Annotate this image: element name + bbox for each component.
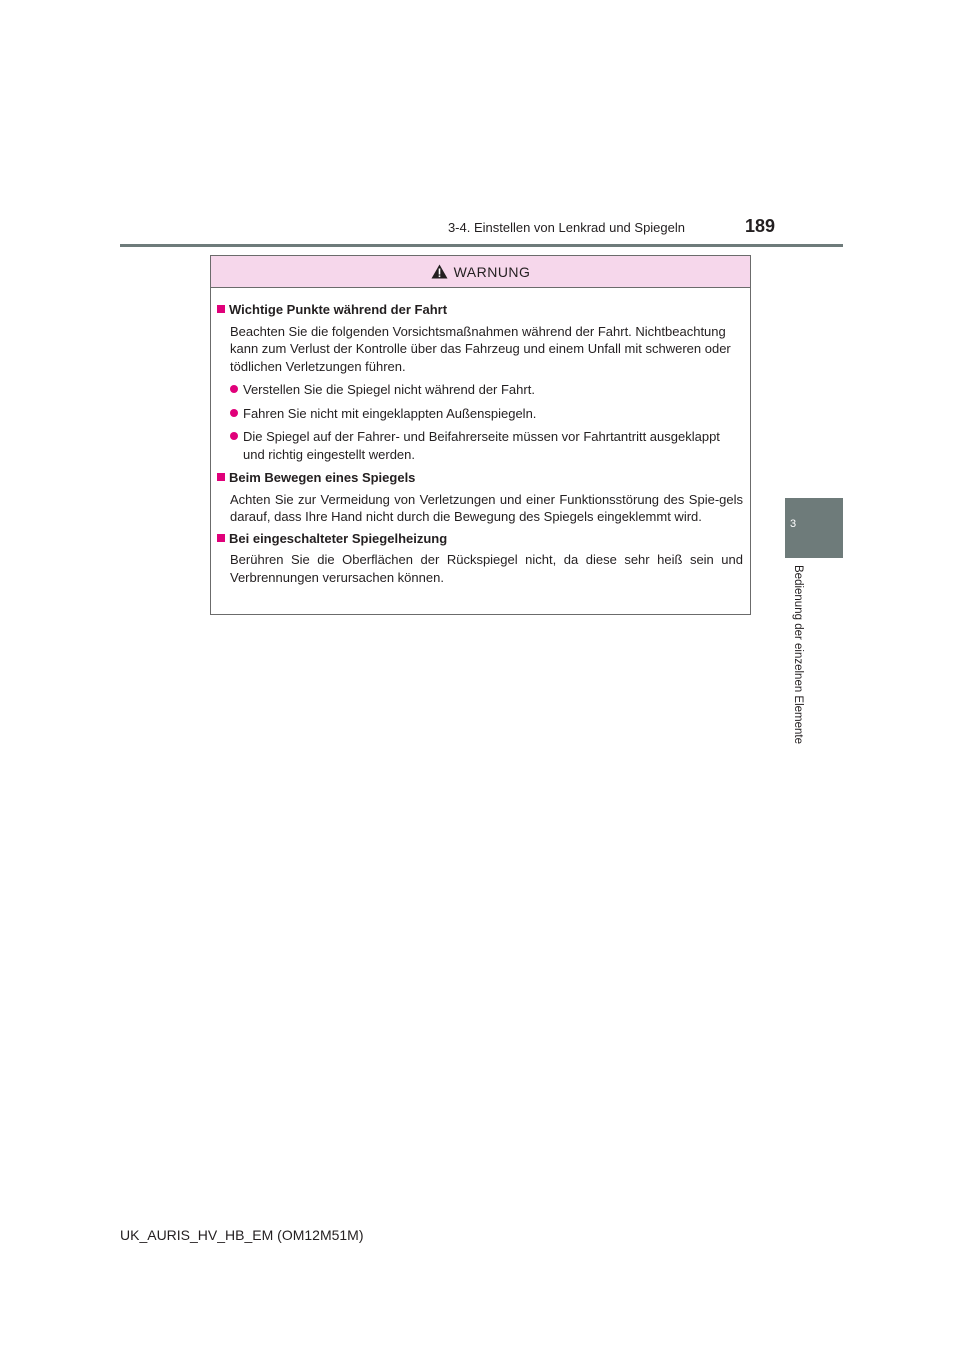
warning-triangle-icon [431, 264, 448, 279]
warning-body [211, 288, 750, 586]
section-paragraph: Achten Sie zur Vermeidung von Verletzungen und einer Funktionsstörung des Spie-gels darauf, dass Ihre Hand nicht durch die Bewegung des Spiegels eingeklemmt wird. [230, 491, 743, 524]
bullet-text: Die Spiegel auf der Fahrer- und Beifahrerseite müssen vor Fahrtantritt ausgeklappt und richtig eingestellt werden. [243, 429, 720, 462]
section-paragraph: Berühren Sie die Oberflächen der Rückspiegel nicht, da diese sehr heiß sein und Verbrennungen verursachen können. [230, 552, 743, 585]
round-bullet-icon [230, 409, 238, 417]
round-bullet-icon [230, 432, 238, 440]
section-paragraph: Beachten Sie die folgenden Vorsichtsmaßnahmen während der Fahrt. Nichtbeachtung kann zum Verlust der Kontrolle über das Fahrzeug und einem Unfall mit schweren oder tödlichen Verletzungen führen. [230, 323, 731, 374]
warning-box [210, 255, 751, 615]
bullet-item [217, 428, 743, 463]
section-heading-text: Beim Bewegen eines Spiegels [229, 470, 416, 485]
section-heading [217, 530, 743, 548]
square-bullet-icon [217, 473, 225, 481]
section-title: 3-4. Einstellen von Lenkrad und Spiegeln [447, 220, 685, 235]
warning-header [211, 256, 750, 288]
section-heading [217, 301, 743, 319]
square-bullet-icon [217, 305, 225, 313]
section-heading [217, 469, 743, 487]
chapter-tab-label: Bedienung der einzelnen Elemente [792, 565, 804, 745]
section-heading-text: Wichtige Punkte während der Fahrt [229, 302, 448, 317]
bullet-item [217, 381, 743, 399]
bullet-text: Fahren Sie nicht mit eingeklappten Außenspiegeln. [243, 405, 537, 421]
warning-title: WARNUNG [453, 263, 531, 280]
page-number: 189 [744, 216, 775, 236]
header-rule [120, 244, 843, 247]
section-heading-text: Bei eingeschalteter Spiegelheizung [229, 530, 448, 546]
bullet-item [217, 405, 743, 423]
square-bullet-icon [217, 534, 225, 542]
chapter-tab-number: 3 [789, 518, 797, 530]
round-bullet-icon [230, 385, 238, 393]
document-code: UK_AURIS_HV_HB_EM (OM12M51M) [120, 1227, 364, 1243]
bullet-text: Verstellen Sie die Spiegel nicht während der Fahrt. [243, 382, 535, 397]
